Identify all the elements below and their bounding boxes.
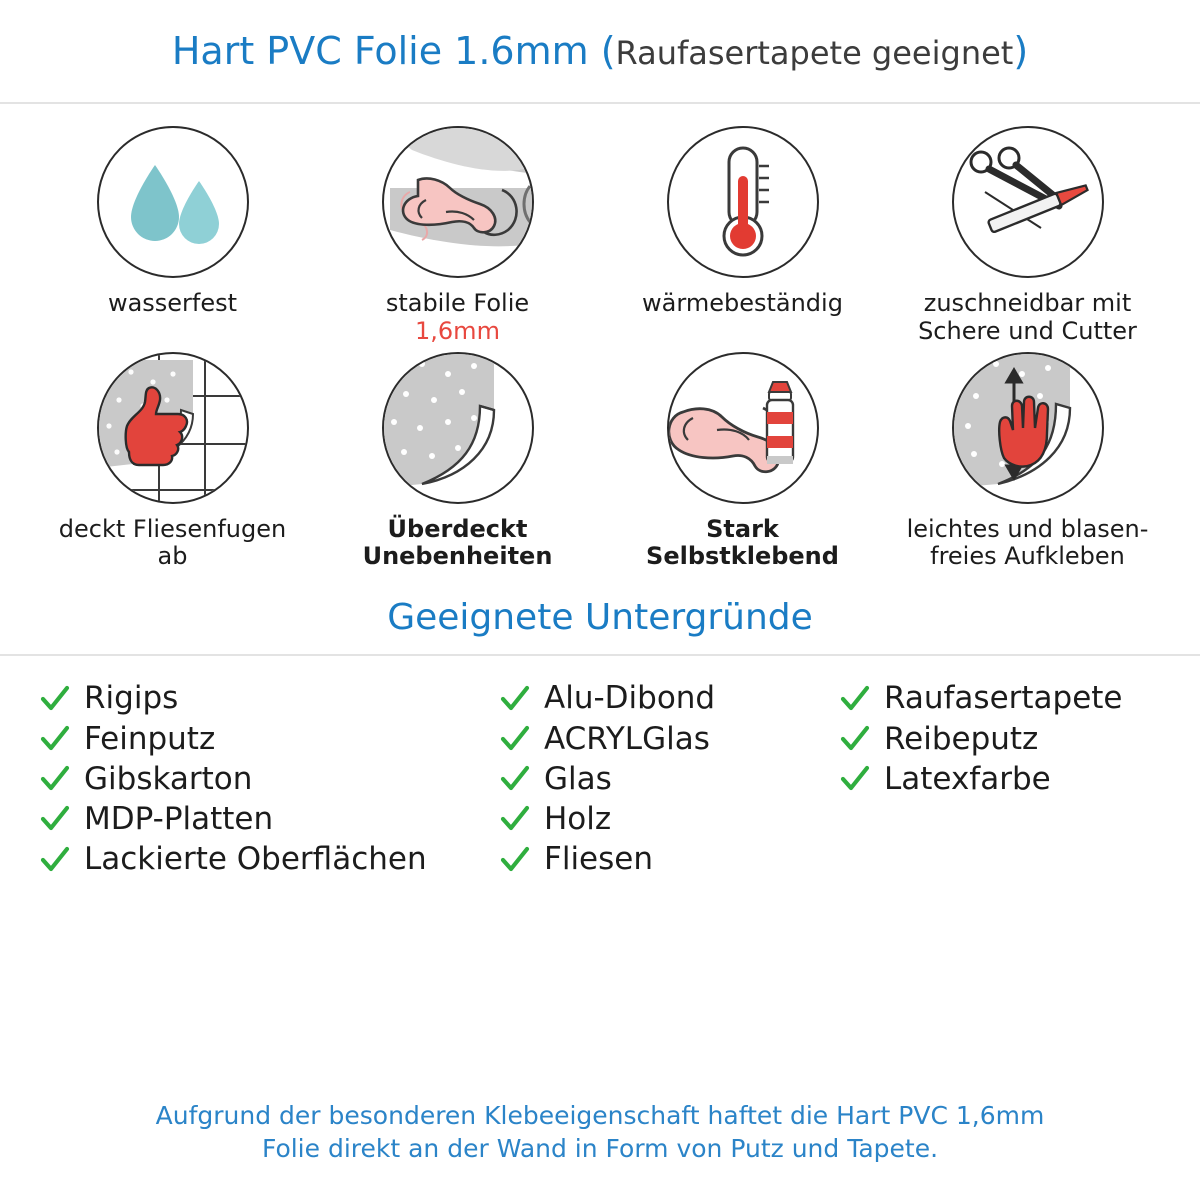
feature-item: [885, 126, 1170, 346]
list-item-label: Lackierte Oberflächen: [84, 841, 427, 878]
feature-item: [600, 126, 885, 346]
page-header: [0, 0, 1200, 104]
list-item: [500, 841, 840, 878]
list-item-label: Gibskarton: [84, 760, 253, 797]
foil-peel-icon: [382, 352, 534, 504]
check-icon: [40, 684, 70, 714]
feature-grid: [0, 104, 1200, 571]
list-item-label: Rigips: [84, 680, 179, 717]
feature-caption: zuschneidbar mit Schere und Cutter: [918, 289, 1137, 345]
page-title-main: Hart PVC Folie 1.6mm: [171, 29, 589, 73]
check-icon: [40, 845, 70, 875]
feature-icon-circle: [952, 352, 1104, 504]
list-item: [500, 680, 840, 717]
feature-icon-circle: [667, 352, 819, 504]
section-header: [0, 597, 1200, 656]
feature-item: [885, 352, 1170, 572]
check-icon: [40, 764, 70, 794]
footer-note: [0, 1099, 1200, 1167]
feature-caption: wärmebeständig: [642, 289, 843, 317]
check-icon: [500, 764, 530, 794]
list-item-label: MDP-Platten: [84, 800, 274, 837]
footer-note-line-1: Aufgrund der besonderen Klebeeigenschaft haftet die Hart PVC 1,6mm: [155, 1100, 1045, 1130]
feature-item: [30, 352, 315, 572]
checklist-column-2: [500, 680, 840, 878]
feature-item: [600, 352, 885, 572]
list-item-label: ACRYLGlas: [544, 720, 710, 757]
water-drops-icon: [113, 147, 233, 257]
page-title-paren-close: ): [1013, 29, 1029, 73]
feature-caption: deckt Fliesenfugen ab: [58, 514, 287, 571]
check-icon: [40, 724, 70, 754]
feature-item: [30, 126, 315, 346]
thermometer-icon: [693, 142, 793, 262]
page-title: [172, 29, 1028, 73]
hand-smoothing-icon: [952, 352, 1104, 504]
feature-item: [315, 126, 600, 346]
feature-icon-circle: [382, 126, 534, 278]
feature-icon-circle: [952, 126, 1104, 278]
list-item: [500, 801, 840, 838]
check-icon: [840, 724, 870, 754]
feature-caption: Überdeckt Unebenheiten: [362, 514, 553, 571]
feature-icon-circle: [97, 352, 249, 504]
check-icon: [500, 724, 530, 754]
list-item: [500, 761, 840, 798]
feature-caption: leichtes und blasen-freies Aufkleben: [906, 514, 1149, 571]
list-item-label: Latexfarbe: [884, 760, 1051, 797]
list-item-label: Holz: [544, 800, 612, 837]
list-item: [40, 721, 500, 758]
feature-caption-sub: 1,6mm: [415, 316, 500, 345]
strong-arm-foil-icon: [382, 126, 534, 278]
substrate-checklist: [0, 656, 1200, 878]
list-item-label: Fliesen: [544, 841, 653, 878]
list-item: [40, 761, 500, 798]
feature-icon-circle: [382, 352, 534, 504]
feature-caption: Stark Selbstklebend: [646, 514, 839, 571]
feature-caption: wasserfest: [107, 289, 238, 317]
thumbs-up-tiles-icon: [97, 352, 249, 504]
check-icon: [840, 684, 870, 714]
list-item: [840, 680, 1200, 717]
scissors-cutter-icon: [963, 142, 1093, 262]
feature-item: [315, 352, 600, 572]
check-icon: [840, 764, 870, 794]
check-icon: [40, 804, 70, 834]
list-item: [840, 721, 1200, 758]
list-item: [40, 680, 500, 717]
checklist-column-3: [840, 680, 1200, 878]
check-icon: [500, 684, 530, 714]
section-title: Geeignete Untergründe: [387, 597, 813, 639]
list-item: [840, 761, 1200, 798]
feature-icon-circle: [97, 126, 249, 278]
list-item: [500, 721, 840, 758]
check-icon: [500, 845, 530, 875]
list-item-label: Glas: [544, 760, 612, 797]
feature-caption: [386, 290, 529, 346]
checklist-column-1: [40, 680, 500, 878]
page-title-sub: Raufasertapete geeignet: [615, 34, 1014, 72]
arm-glue-icon: [667, 352, 819, 504]
footer-note-line-2: Folie direkt an der Wand in Form von Putz und Tapete.: [261, 1134, 939, 1164]
list-item-label: Raufasertapete: [884, 680, 1123, 717]
feature-caption-text: stabile Folie: [385, 289, 530, 317]
list-item: [40, 841, 500, 878]
list-item-label: Reibeputz: [884, 720, 1039, 757]
check-icon: [500, 804, 530, 834]
list-item: [40, 801, 500, 838]
list-item-label: Alu-Dibond: [544, 680, 716, 717]
feature-icon-circle: [667, 126, 819, 278]
page-title-paren-open: (: [600, 29, 616, 73]
list-item-label: Feinputz: [84, 720, 216, 757]
